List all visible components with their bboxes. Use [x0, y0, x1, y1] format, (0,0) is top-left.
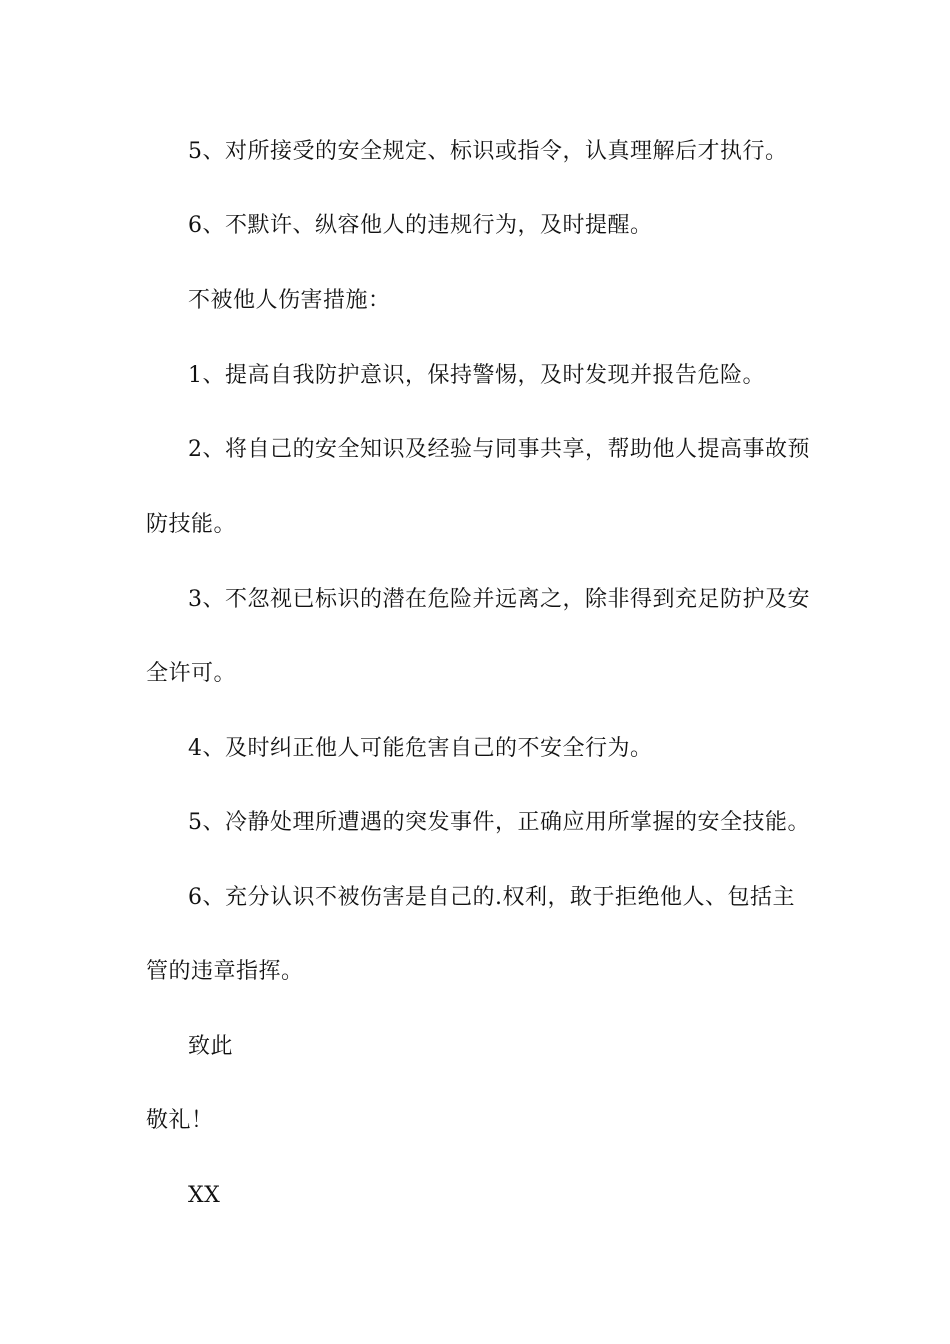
paragraph-line: 6、充分认识不被伤害是自己的.权利，敢于拒绝他人、包括主: [188, 885, 795, 910]
paragraph-line: 4、及时纠正他人可能危害自己的不安全行为。: [188, 736, 653, 761]
closing-phrase: 致此: [188, 1034, 234, 1059]
signature: XX: [188, 1183, 221, 1208]
salutation: 敬礼！: [146, 1108, 214, 1133]
paragraph-line-continued: 管的违章指挥。: [146, 959, 304, 984]
paragraph-line: 2、将自己的安全知识及经验与同事共享，帮助他人提高事故预: [188, 437, 810, 462]
paragraph-line: 6、不默许、纵容他人的违规行为，及时提醒。: [188, 213, 653, 238]
paragraph-line-continued: 防技能。: [146, 512, 237, 537]
section-heading: 不被他人伤害措施：: [188, 288, 391, 313]
paragraph-line-continued: 全许可。: [146, 661, 237, 686]
paragraph-line: 1、提高自我防护意识，保持警惕，及时发现并报告危险。: [188, 363, 765, 388]
paragraph-line: 3、不忽视已标识的潜在危险并远离之，除非得到充足防护及安: [188, 587, 810, 612]
paragraph-line: 5、对所接受的安全规定、标识或指令，认真理解后才执行。: [188, 139, 788, 164]
paragraph-line: 5、冷静处理所遭遇的突发事件，正确应用所掌握的安全技能。: [188, 810, 810, 835]
